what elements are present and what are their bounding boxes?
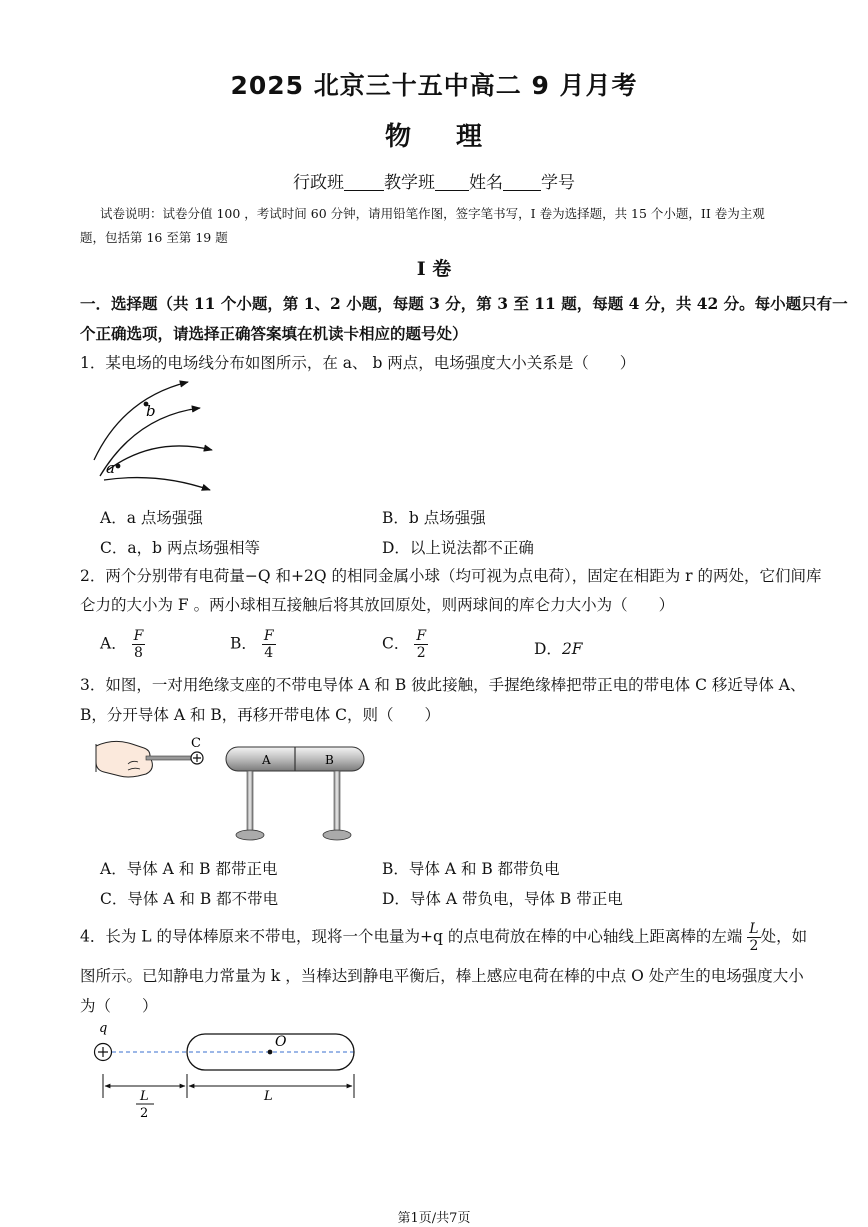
q1-option-c[interactable]: C．a，b 两点场强相等	[100, 539, 260, 557]
info-class: 行政班	[293, 173, 344, 193]
q1-option-d[interactable]: D．以上说法都不正确	[382, 539, 534, 557]
label-o: O	[275, 1034, 287, 1050]
stand-b	[334, 771, 340, 831]
base-b	[323, 830, 351, 840]
q2-option-b-fraction: $\frac{F}{4}$	[263, 628, 274, 661]
q3-line-2: B，分开导体 A 和 B，再移开带电体 C，则（ ）	[80, 706, 441, 724]
label-half-num: L	[140, 1089, 149, 1104]
q3-option-d[interactable]: D．导体 A 带负电，导体 B 带正电	[382, 890, 623, 908]
label-half-den: 2	[140, 1106, 149, 1121]
page-number: 第1页/共7页	[397, 1211, 471, 1226]
hand	[96, 741, 152, 777]
q4-line-1-fraction: $\frac{L}{2}$	[749, 921, 759, 954]
subject-char-2: 理	[456, 122, 484, 152]
teaching-class-blank[interactable]	[435, 174, 469, 191]
base-a	[236, 830, 264, 840]
label-c: C	[191, 736, 201, 751]
label-a: A	[262, 753, 271, 767]
center-point-o	[268, 1050, 273, 1055]
label-length: L	[264, 1089, 273, 1104]
q3-option-b[interactable]: B．导体 A 和 B 都带负电	[382, 860, 560, 878]
q1-option-b[interactable]: B．b 点场强强	[382, 509, 486, 527]
q3-conductors-figure	[94, 734, 380, 846]
q2-option-a-label: A．	[100, 634, 127, 653]
q2-option-d[interactable]	[534, 637, 583, 659]
part-heading-line-2: 个正确选项，请选择正确答案填在机读卡相应的题号处）	[80, 324, 468, 343]
field-line-1	[94, 382, 188, 460]
subject-title	[0, 116, 868, 153]
q4-line-1-tail: 处，如	[760, 927, 808, 946]
label-b: b	[146, 402, 156, 420]
q3-option-c[interactable]: C．导体 A 和 B 都不带电	[100, 890, 279, 908]
field-line-3	[108, 446, 212, 470]
q4-line-1	[80, 921, 807, 954]
info-number: 学号	[541, 173, 575, 193]
subject-char-1: 物	[384, 122, 412, 152]
q4-line-3: 为（ ）	[80, 997, 158, 1015]
stand-a	[247, 771, 253, 831]
info-name: 姓名	[469, 173, 503, 193]
info-teaching-class: 教学班	[384, 173, 435, 193]
q3-option-a[interactable]: A．导体 A 和 B 都带正电	[100, 860, 278, 878]
q2-line-2: 仑力的大小为 F 。两小球相互接触后将其放回原处，则两球间的库仑力大小为（ ）	[80, 596, 675, 614]
exam-title: 2025 北京三十五中高二 9 月月考	[230, 71, 638, 100]
section-title: I 卷	[416, 258, 452, 280]
insulating-rod	[146, 756, 192, 760]
student-info-line	[0, 168, 868, 193]
q4-line-1-text: 4．长为 L 的导体棒原来不带电，现将一个电量为+q 的点电荷放在棒的中心轴线上距离棒的左端	[80, 927, 743, 946]
instructions-line-1: 试卷说明：试卷分值 100 ，考试时间 60 分钟，请用铅笔作图，签字笔书写，I 卷为选择题，共 15 个小题，II 卷为主观	[100, 206, 765, 221]
q3-line-1: 3．如图，一对用绝缘支座的不带电导体 A 和 B 彼此接触，手握绝缘棒把带正电的带电体 C 移近导体 A、	[80, 676, 806, 694]
instructions-line-2: 题，包括第 16 至第 19 题	[80, 230, 228, 245]
q2-option-d-label: D．	[534, 640, 562, 658]
q1-stem: 1．某电场的电场线分布如图所示，在 a、 b 两点，电场强度大小关系是（ ）	[80, 354, 636, 372]
q2-option-b-label: B．	[230, 634, 257, 653]
point-a	[116, 464, 121, 469]
name-blank[interactable]	[503, 174, 541, 191]
q2-option-c-fraction: $\frac{F}{2}$	[416, 628, 427, 661]
q2-line-1: 2．两个分别带有电荷量−Q 和+2Q 的相同金属小球（均可视为点电荷），固定在相距为 r 的两处，它们间库	[80, 567, 822, 585]
q2-option-c[interactable]	[382, 628, 428, 661]
part-heading-line-1: 一．选择题（共 11 个小题，第 1、2 小题，每题 3 分，第 3 至 11 题，每题 4 分，共 42 分。每小题只有一	[80, 294, 848, 313]
q2-option-c-label: C．	[382, 634, 410, 653]
class-blank[interactable]	[344, 174, 384, 191]
q4-line-2: 图所示。已知静电力常量为 k ，当棒达到静电平衡后，棒上感应电荷在棒的中点 O 处产生的电场强度大小	[80, 967, 804, 985]
q2-option-d-value: 2F	[561, 640, 583, 658]
q4-rod-figure	[88, 1018, 368, 1122]
q2-option-a-fraction: $\frac{F}{8}$	[133, 628, 144, 661]
label-b: B	[325, 753, 334, 767]
q2-option-a[interactable]	[100, 628, 145, 661]
field-line-4	[104, 478, 210, 490]
label-q: q	[99, 1021, 108, 1036]
q2-option-b[interactable]	[230, 628, 276, 661]
q1-option-a[interactable]: A．a 点场强强	[100, 509, 203, 527]
label-a: a	[106, 459, 115, 477]
q1-field-lines-figure	[88, 378, 228, 498]
